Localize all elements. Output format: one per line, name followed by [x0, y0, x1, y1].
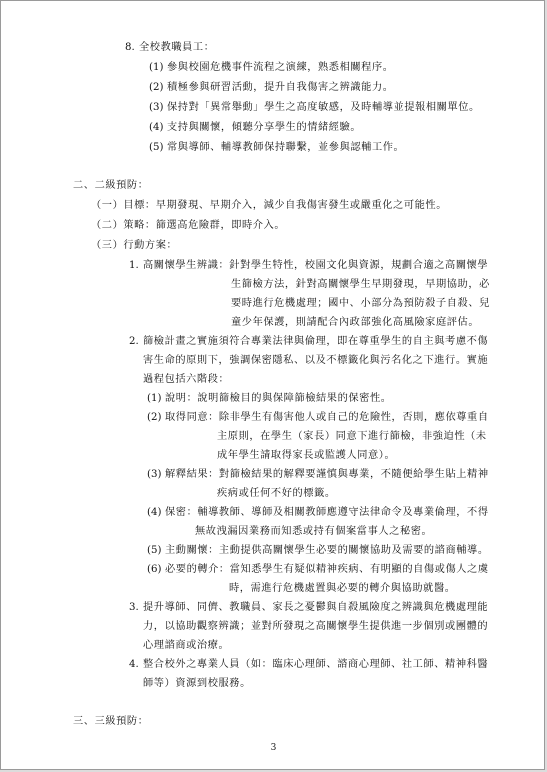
list-label: (1)	[149, 62, 164, 73]
list-item: 支持與關懷，傾聽分享學生的情緒經驗。	[167, 122, 362, 133]
list-label: (2)	[147, 412, 162, 423]
list-item: 無故洩漏因業務而知悉或持有個案當事人之秘密。	[195, 526, 433, 537]
section-heading: 三、三級預防：	[73, 716, 149, 727]
list-item: 說明：說明篩檢目的與保障篩檢結果的保密性。	[165, 393, 392, 404]
paragraph-line: 害生命的原則下，強調保密隱私、以及不標籤化與污名化之下進行。實施	[143, 355, 489, 366]
list-label: (6)	[147, 564, 162, 575]
paragraph-line: 師等）資源到校服務。	[143, 678, 251, 689]
item-number: 3.	[129, 602, 139, 613]
paragraph-line: 篩檢計畫之實施須符合專業法律與倫理，即在尊重學生的自主與考慮不傷	[143, 336, 489, 347]
paragraph-line: 過程包括六階段：	[143, 374, 230, 385]
paragraph-line: 整合校外之專業人員（如：臨床心理師、諮商心理師、社工師、精神科醫	[143, 659, 489, 670]
item-number: 4.	[129, 659, 139, 670]
list-item: 保持對「異常舉動」學生之高度敏感，及時輔導並提報相關單位。	[167, 102, 480, 113]
list-label: (3)	[149, 102, 164, 113]
subsection-title: 全校教職員工：	[139, 42, 215, 53]
paragraph-line: 提升導師、同儕、教職員、家長之憂鬱與自殺風險度之辨識與危機處理能	[143, 602, 489, 613]
paragraph-line: 高關懷學生辨識：針對學生特性，校園文化與資源，規劃合適之高關懷學	[143, 260, 489, 271]
list-item: 參與校園危機事件流程之演練，熟悉相關程序。	[167, 62, 394, 73]
item-number: 1.	[129, 260, 139, 271]
list-item: 疾病或任何不好的標籤。	[217, 488, 336, 499]
list-label: (2)	[149, 82, 164, 93]
item-number: 8.	[125, 42, 135, 53]
paragraph-line: 生篩檢方法，針對高關懷學生早期發現，早期協助，必	[231, 279, 490, 290]
list-item: 保密：輔導教師、導師及相關教師應遵守法律命令及專業倫理，不得	[165, 507, 489, 518]
list-item: 積極參與研習活動，提升自我傷害之辨識能力。	[167, 82, 394, 93]
paragraph-line: 力，以協助觀察辨識；並對所發現之高關懷學生提供進一步個別或團體的	[143, 621, 489, 632]
paragraph-line: 童少年保護，則請配合內政部強化高風險家庭評估。	[231, 317, 480, 328]
list-label: (3)	[147, 469, 162, 480]
list-label: (5)	[149, 142, 164, 153]
list-item: 主原則，在學生（家長）同意下進行篩檢，非強迫性（未	[217, 431, 487, 442]
paragraph-line: 心理諮商或治療。	[143, 640, 230, 651]
list-item: 必要的轉介：當知悉學生有疑似精神疾病、有明顯的自傷或傷人之虞	[165, 564, 489, 575]
list-label: (4)	[147, 507, 162, 518]
paragraph: （二）策略：篩選高危險群，即時介入。	[91, 220, 286, 231]
list-label: (1)	[147, 393, 162, 404]
paragraph: （一）目標：早期發現、早期介入，減少自我傷害發生或嚴重化之可能性。	[91, 200, 447, 211]
page-number: 3	[270, 743, 277, 753]
item-number: 2.	[129, 336, 139, 347]
list-label: (4)	[149, 122, 164, 133]
list-item: 取得同意：除非學生有傷害他人或自己的危險性，否則，應依尊重自	[165, 412, 489, 423]
list-item: 主動關懷：主動提供高關懷學生必要的關懷協助及需要的諮商輔導。	[165, 545, 489, 556]
list-item: 解釋結果：對篩檢結果的解釋要謹慎與專業，不隨便給學生貼上精神	[165, 469, 489, 480]
list-item: 時，需進行危機處置與必要的轉介與協助就醫。	[229, 583, 456, 594]
list-label: (5)	[147, 545, 162, 556]
section-heading: 二、二級預防：	[73, 180, 149, 191]
list-item: 成年學生請取得家長或監護人同意）。	[217, 450, 396, 461]
list-item: 常與導師、輔導教師保持聯繫，並參與認輔工作。	[167, 142, 405, 153]
paragraph-line: 要時進行危機處理；國中、小部分為預防殺子自殺、兒	[231, 298, 490, 309]
subsection-heading: （三）行動方案：	[91, 240, 178, 251]
